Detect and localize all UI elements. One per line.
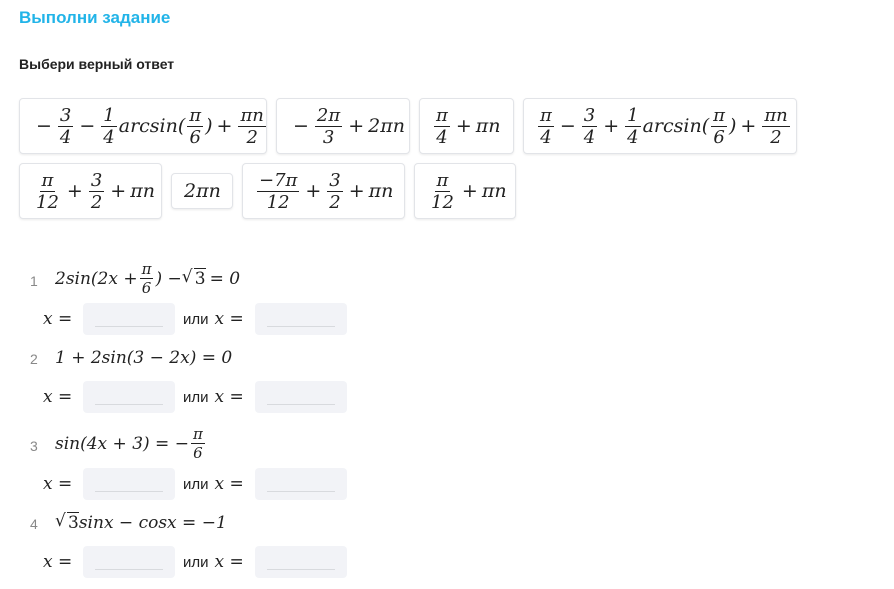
task-number: 1 <box>30 273 38 289</box>
task-number: 2 <box>30 351 38 367</box>
answer-row: x = или x = <box>43 468 347 500</box>
task-equation: 1 + 2sin(3 − 2x) = 0 <box>55 348 233 368</box>
answer-choices <box>19 98 819 228</box>
task-equation: sin(4x + 3) = − $\frac{\pi}{6}$ <box>55 425 203 462</box>
page-title: Выполни задание <box>19 8 171 27</box>
answer-row: x = или x = <box>43 303 347 335</box>
answer-row: x = или x = <box>43 546 347 578</box>
answer-slot-3a[interactable] <box>83 468 175 500</box>
answer-slot-1b[interactable] <box>255 303 347 335</box>
answer-slot-2b[interactable] <box>255 381 347 413</box>
answer-slot-4a[interactable] <box>83 546 175 578</box>
task-number: 4 <box>30 516 38 532</box>
task-number: 3 <box>30 438 38 454</box>
answer-choice-5[interactable]: $\frac{\pi}{12}$ + $\frac{3}{2}$ + πn <box>19 163 162 219</box>
answer-slot-3b[interactable] <box>255 468 347 500</box>
answer-choice-6[interactable]: 2πn <box>171 173 233 209</box>
answer-choice-7[interactable]: $\frac{-7\pi}{12}$ + $\frac{3}{2}$ + πn <box>242 163 405 219</box>
answer-slot-1a[interactable] <box>83 303 175 335</box>
answer-slot-2a[interactable] <box>83 381 175 413</box>
answer-choice-4[interactable]: $\frac{\pi}{4}$ − $\frac{3}{4}$ + $\frac{1}{4}$ arcsin( $\frac{\pi}{6}$ ) + $\frac{\pi n}{2}$ <box>523 98 797 154</box>
answer-choice-1[interactable]: − $\frac{3}{4}$ − $\frac{1}{4}$ arcsin( $\frac{\pi}{6}$ ) + $\frac{\pi n}{2}$ <box>19 98 267 154</box>
task-instruction: Выбери верный ответ <box>19 56 175 72</box>
task-equation: 2sin(2x + $\frac{\pi}{6}$ ) − √ 3 = 0 <box>55 260 240 297</box>
answer-choice-2[interactable]: − $\frac{2\pi}{3}$ + 2πn <box>276 98 410 154</box>
answer-choice-8[interactable]: $\frac{\pi}{12}$ + πn <box>414 163 516 219</box>
answer-slot-4b[interactable] <box>255 546 347 578</box>
answer-row: x = или x = <box>43 381 347 413</box>
answer-choice-3[interactable]: $\frac{\pi}{4}$ + πn <box>419 98 514 154</box>
task-equation: √ 3 sinx − cosx = −1 <box>55 513 227 533</box>
